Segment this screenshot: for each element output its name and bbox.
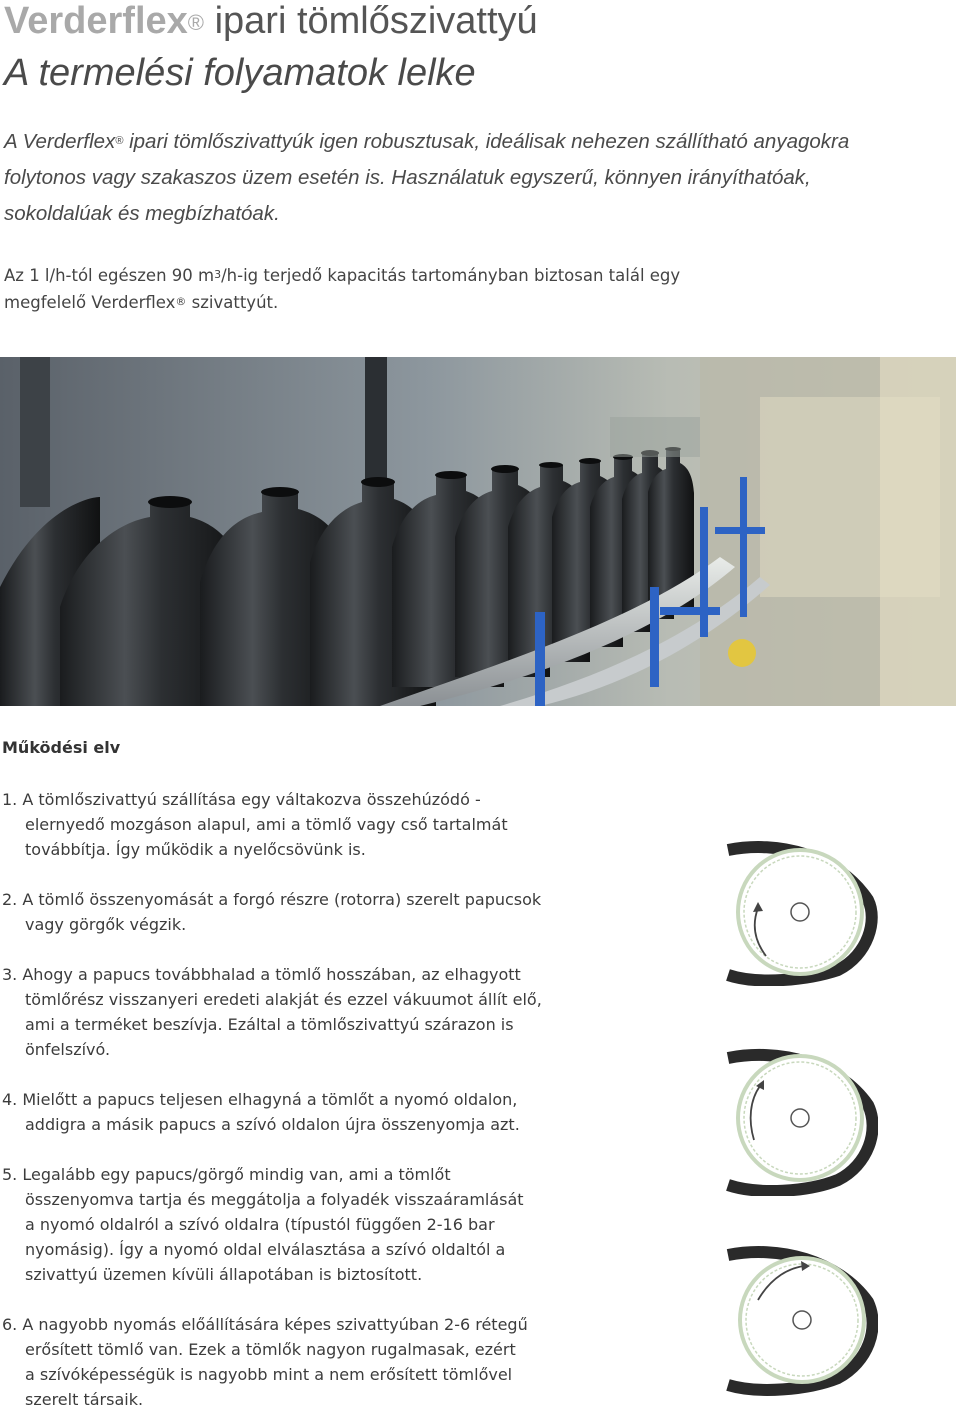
registered-mark: ® — [187, 10, 205, 35]
registered-mark: ® — [175, 295, 187, 308]
page-title — [4, 0, 538, 42]
pump-diagram-3 — [718, 1240, 878, 1396]
bottling-line-photo — [0, 357, 956, 706]
capacity-paragraph — [4, 262, 904, 316]
intro-line-2: folytonos vagy szakaszos üzem esetén is. Használatuk egyszerű, könnyen irányíthatóak, — [4, 166, 811, 189]
capacity-line-2: megfelelő Verderflex® szivattyút. — [4, 293, 279, 312]
registered-mark: ® — [115, 135, 124, 147]
list-item: 4. Mielőtt a papucs teljesen elhagyná a tömlőt a nyomó oldalon, addigra a másik papucs a szívó oldalon újra összenyomja azt. — [2, 1090, 520, 1134]
pump-diagram-1 — [718, 830, 878, 986]
page-subtitle: A termelési folyamatok lelke — [4, 52, 476, 94]
list-item: 1. A tömlőszivattyú szállítása egy váltakozva összehúzódó - elernyedő mozgáson alapul, ami a tömlő vagy cső tartalmát továbbítja. Így működik a nyelőcsövünk is. — [2, 790, 508, 859]
list-item: 5. Legalább egy papucs/görgő mindig van, ami a tömlőt összenyomva tartja és meggátolja a folyadék visszaáramlását a nyomó oldalról a szívó oldalra (típustól függően 2-16 bar nyomásig). Így a nyomó oldal elválasztása a szívó oldaltól a szivattyú üzemen kívüli állapotában is biztosított. — [2, 1165, 524, 1284]
list-item: 3. Ahogy a papucs továbbhalad a tömlő hosszában, az elhagyott tömlőrész visszanyeri eredeti alakját és ezzel vákuumot állít elő, ami a terméket beszívja. Ezáltal a tömlőszivattyú szárazon is önfelszívó. — [2, 965, 542, 1059]
intro-line-3: sokoldalúak és megbízhatóak. — [4, 202, 280, 225]
intro-paragraph — [4, 124, 944, 232]
section-title: Működési elv — [2, 738, 121, 757]
capacity-line-1: Az 1 l/h-tól egészen 90 $m^3/h-ig$ terjedő kapacitás tartományban biztosan talál egy — [4, 266, 681, 285]
intro-line-1: A Verderflex® ipari tömlőszivattyúk igen robusztusak, ideálisak nehezen szállítható anyagokra — [4, 130, 850, 153]
brand-name: Verderflex — [4, 0, 188, 42]
title-rest: ipari tömlőszivattyú — [204, 0, 538, 42]
list-item: 6. A nagyobb nyomás előállítására képes szivattyúban 2-6 rétegű erősített tömlő van. Ezek a tömlők nagyon rugalmasak, ezért a szívóképességük is nagyobb mint a nem erősített tömlővel szerelt társaik. — [2, 1315, 528, 1409]
list-item: 2. A tömlő összenyomását a forgó részre (rotorra) szerelt papucsok vagy görgők végzik. — [2, 890, 542, 934]
pump-diagram-2 — [718, 1040, 878, 1196]
